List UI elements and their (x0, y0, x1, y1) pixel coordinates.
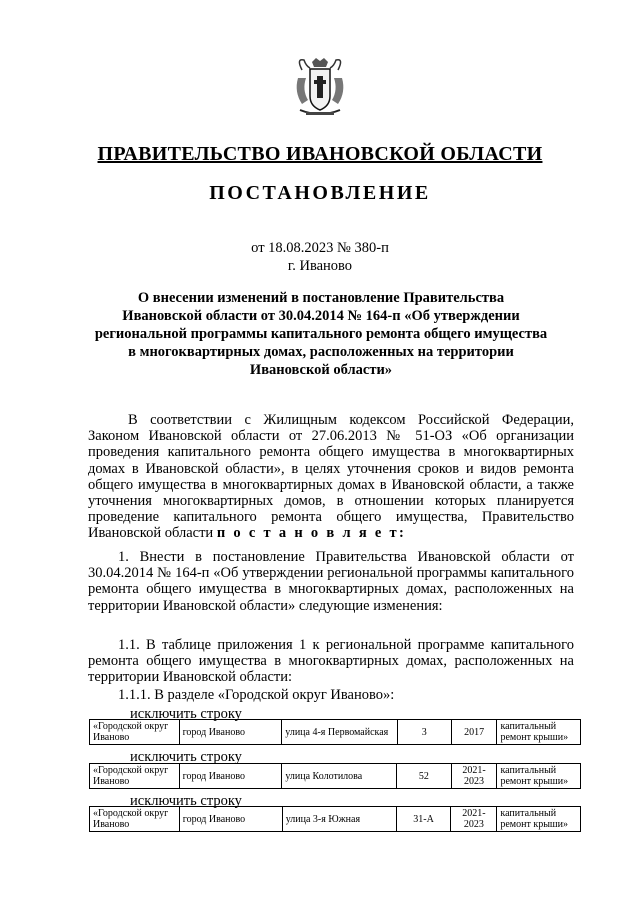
table-cell-municipality: «Городской округ Иваново (90, 807, 180, 832)
item-1-paragraph: 1. Внести в постановление Правительства Ивановской области от 30.04.2014 № 164-п «Об утверждении региональной программы капитального ремонта общего имущества в многоквартирных домах, расположенных на территории Ивановской области» следующие изменения: (88, 549, 574, 614)
item-1-1-paragraph: 1.1. В таблице приложения 1 к региональной программе капитального ремонта общего имущества в многоквартирных домах, расположенных на территории Ивановской области: (88, 637, 574, 686)
table-cell-street: улица Колотилова (282, 764, 397, 789)
table-row (90, 807, 581, 832)
table-row (90, 764, 581, 789)
table-cell-house: 52 (397, 764, 451, 789)
table-cell-house: 31-А (396, 807, 451, 832)
subject-line: региональной программы капитального ремонта общего имущества (94, 326, 548, 342)
excluded-row-table (89, 806, 581, 832)
table-cell-settlement: город Иваново (179, 807, 282, 832)
document-type: ПОСТАНОВЛЕНИЕ (209, 182, 431, 204)
table-cell-period: 2021-2023 (451, 807, 497, 832)
preamble-text: В соответствии с Жилищным кодексом Российской Федерации, Законом Ивановской области от 27.06.2013 № 51-ОЗ «Об организации проведения капитального ремонта общего имущества в многоквартирных домах в Ивановской области», в целях уточнения сроков и видов ремонта общего имущества в многоквартирных домах в Ивановской области, а также уточнения многоквартирных домов, в отношении которых планируется проведение капитального ремонта общего имущества, Правительство Ивановской области (88, 412, 574, 542)
subject-line: Ивановской области» (249, 362, 393, 378)
table-cell-work-type: капитальный ремонт крыши» (497, 720, 581, 745)
organization-name: ПРАВИТЕЛЬСТВО ИВАНОВСКОЙ ОБЛАСТИ (97, 143, 543, 165)
document-city: г. Иваново (287, 258, 353, 274)
subject-line: Ивановской области от 30.04.2014 № 164-п «Об утверждении (122, 308, 520, 324)
table-cell-street: улица 3-я Южная (282, 807, 396, 832)
table-cell-municipality: «Городской округ Иваново (90, 764, 180, 789)
subject-line: в многоквартирных домах, расположенных на территории (128, 344, 514, 360)
exclusion-instruction: исключить строку (130, 749, 242, 765)
item-1-1-1-paragraph: 1.1.1. В разделе «Городской округ Иваново»: (118, 687, 395, 703)
document-date-number: от 18.08.2023 № 380-п (251, 240, 389, 256)
table-cell-period: 2017 (451, 720, 497, 745)
document-subject (86, 289, 556, 379)
subject-line: О внесении изменений в постановление Правительства (137, 290, 505, 306)
table-cell-work-type: капитальный ремонт крыши» (497, 764, 581, 789)
excluded-row-table (89, 763, 581, 789)
table-row (90, 720, 581, 745)
table-cell-settlement: город Иваново (179, 720, 282, 745)
table-cell-house: 3 (397, 720, 451, 745)
coat-of-arms-icon (292, 56, 348, 118)
exclusion-instruction: исключить строку (130, 793, 242, 809)
table-cell-period: 2021-2023 (451, 764, 497, 789)
table-cell-work-type: капитальный ремонт крыши» (497, 807, 581, 832)
decree-word: п о с т а н о в л я е т: (216, 525, 407, 542)
preamble-paragraph (88, 412, 574, 542)
exclusion-instruction: исключить строку (130, 706, 242, 722)
table-cell-municipality: «Городской округ Иваново (90, 720, 180, 745)
table-cell-street: улица 4-я Первомайская (282, 720, 398, 745)
excluded-row-table (89, 719, 581, 745)
table-cell-settlement: город Иваново (179, 764, 282, 789)
